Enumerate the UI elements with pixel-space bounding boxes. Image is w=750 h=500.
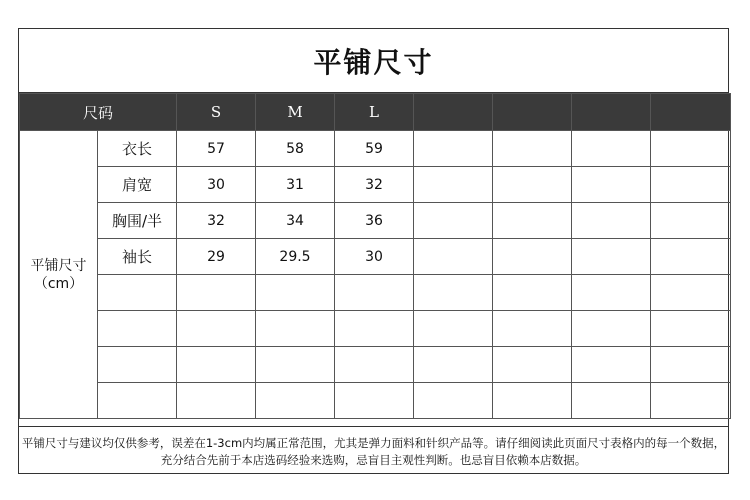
table-cell bbox=[177, 347, 256, 383]
table-cell: 57 bbox=[177, 131, 256, 167]
table-row bbox=[20, 131, 731, 167]
group-label-line2: （cm） bbox=[33, 275, 84, 292]
size-header-l: L bbox=[335, 94, 414, 131]
table-cell bbox=[335, 311, 414, 347]
table-row bbox=[20, 347, 731, 383]
table-cell bbox=[256, 347, 335, 383]
size-chart bbox=[18, 28, 729, 474]
table-cell: 59 bbox=[335, 131, 414, 167]
size-header-s: S bbox=[177, 94, 256, 131]
table-cell bbox=[335, 383, 414, 419]
table-cell bbox=[493, 203, 572, 239]
table-row bbox=[20, 203, 731, 239]
table-cell: 32 bbox=[335, 167, 414, 203]
table-cell bbox=[651, 167, 731, 203]
table-cell bbox=[414, 383, 493, 419]
table-cell bbox=[177, 311, 256, 347]
table-cell bbox=[572, 239, 651, 275]
table-cell bbox=[651, 203, 731, 239]
row-label: 袖长 bbox=[98, 239, 177, 275]
table-cell: 31 bbox=[256, 167, 335, 203]
table-cell bbox=[414, 203, 493, 239]
table-cell bbox=[177, 275, 256, 311]
table-cell bbox=[651, 275, 731, 311]
table-cell bbox=[493, 275, 572, 311]
table-cell bbox=[651, 383, 731, 419]
header-empty bbox=[493, 94, 572, 131]
table-cell bbox=[414, 131, 493, 167]
table-cell bbox=[651, 131, 731, 167]
table-cell bbox=[572, 203, 651, 239]
table-cell: 29.5 bbox=[256, 239, 335, 275]
table-row bbox=[20, 311, 731, 347]
table-cell bbox=[98, 347, 177, 383]
table-cell bbox=[572, 131, 651, 167]
table-cell bbox=[256, 275, 335, 311]
table-cell bbox=[414, 311, 493, 347]
group-label-line1: 平铺尺寸 bbox=[30, 257, 87, 274]
table-cell bbox=[493, 239, 572, 275]
group-label bbox=[20, 131, 98, 419]
table-cell: 34 bbox=[256, 203, 335, 239]
table-cell bbox=[335, 275, 414, 311]
table-cell bbox=[572, 311, 651, 347]
row-label: 胸围/半 bbox=[98, 203, 177, 239]
size-header-label: 尺码 bbox=[20, 94, 177, 131]
size-table bbox=[19, 93, 731, 419]
table-cell: 30 bbox=[177, 167, 256, 203]
table-cell bbox=[414, 167, 493, 203]
header-row bbox=[20, 94, 731, 131]
table-cell: 36 bbox=[335, 203, 414, 239]
table-cell bbox=[177, 383, 256, 419]
table-cell bbox=[414, 239, 493, 275]
table-cell bbox=[651, 239, 731, 275]
table-row bbox=[20, 275, 731, 311]
row-label: 衣长 bbox=[98, 131, 177, 167]
table-cell bbox=[572, 347, 651, 383]
header-empty bbox=[572, 94, 651, 131]
table-cell bbox=[572, 383, 651, 419]
table-cell bbox=[651, 347, 731, 383]
table-cell bbox=[572, 275, 651, 311]
table-cell bbox=[414, 347, 493, 383]
header-empty bbox=[651, 94, 731, 131]
table-cell bbox=[493, 311, 572, 347]
table-cell bbox=[98, 383, 177, 419]
table-cell: 29 bbox=[177, 239, 256, 275]
header-empty bbox=[414, 94, 493, 131]
row-label: 肩宽 bbox=[98, 167, 177, 203]
table-cell: 58 bbox=[256, 131, 335, 167]
page-title: 平铺尺寸 bbox=[19, 29, 728, 93]
table-cell bbox=[493, 131, 572, 167]
table-cell bbox=[256, 311, 335, 347]
table-row bbox=[20, 239, 731, 275]
table-cell bbox=[651, 311, 731, 347]
table-cell bbox=[414, 275, 493, 311]
table-cell bbox=[98, 311, 177, 347]
table-cell bbox=[335, 347, 414, 383]
table-row bbox=[20, 167, 731, 203]
table-cell bbox=[493, 383, 572, 419]
size-header-m: M bbox=[256, 94, 335, 131]
table-cell bbox=[256, 383, 335, 419]
table-row bbox=[20, 383, 731, 419]
disclaimer-note: 平铺尺寸与建议均仅供参考，误差在1-3cm内均属正常范围，尤其是弹力面料和针织产品等。请仔细阅读此页面尺寸表格内的每一个数据，充分结合先前于本店选码经验来选购，忌盲目主观性判断。也忌盲目依赖本店数据。 bbox=[19, 426, 728, 474]
table-cell bbox=[493, 347, 572, 383]
table-cell bbox=[572, 167, 651, 203]
table-cell: 32 bbox=[177, 203, 256, 239]
table-cell bbox=[98, 275, 177, 311]
table-cell bbox=[493, 167, 572, 203]
table-cell: 30 bbox=[335, 239, 414, 275]
